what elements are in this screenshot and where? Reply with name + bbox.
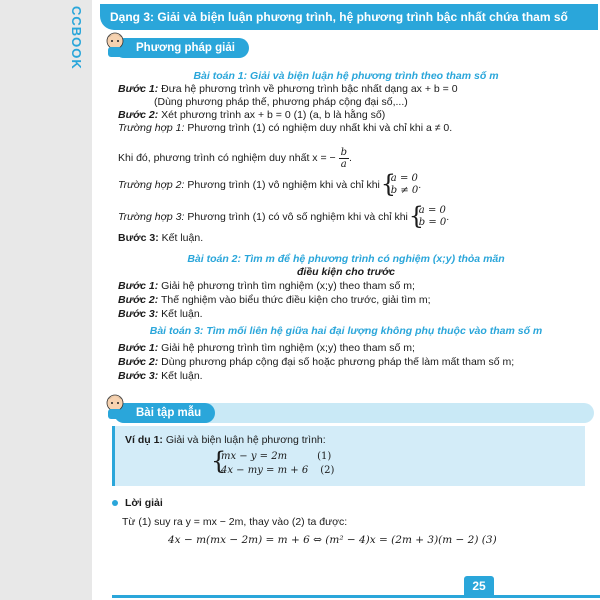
- case-label: Trường hợp 2:: [118, 179, 185, 191]
- example-label: Ví dụ 1:: [125, 434, 163, 446]
- system-line: [221, 464, 334, 478]
- system-line: { a = 0: [390, 173, 418, 185]
- fraction: [339, 147, 349, 170]
- step-label: Bước 2:: [118, 109, 159, 121]
- problem-1-case-2: Trường hợp 2: Phương trình (1) vô nghiệm khi và chỉ khi { a = 0 b ≠ 0 .: [118, 172, 421, 198]
- result-prefix: Khi đó, phương trình có nghiệm duy nhất x = −: [118, 152, 336, 164]
- equation-2-tag: (2): [320, 465, 335, 476]
- step-text: Giải hệ phương trình tìm nghiệm (x;y) theo tham số m;: [161, 342, 415, 354]
- book-spine: [0, 0, 92, 600]
- problem-3-title: Bài toán 3: Tìm mối liên hệ giữa hai đại lượng không phụ thuộc vào tham số m: [149, 325, 543, 337]
- step-label: Bước 3:: [118, 308, 159, 320]
- problem-1-case-1: [118, 122, 452, 135]
- step-text: Đưa hệ phương trình về phương trình bậc nhất dạng ax + b = 0: [161, 83, 458, 95]
- problem-3-step-2: [118, 356, 514, 369]
- condition-system: [411, 205, 447, 229]
- problem-1-step-1: [118, 83, 458, 96]
- case-text: Phương trình (1) có vô số nghiệm khi và chỉ khi: [187, 211, 408, 223]
- page-number: 25: [464, 576, 494, 596]
- case-label: Trường hợp 3:: [118, 211, 185, 223]
- problem-2-title-line-2: điều kiện cho trước: [297, 266, 395, 278]
- step-text: Xét phương trình ax + b = 0 (1) (a, b là hằng số): [161, 109, 386, 121]
- solution-heading: [112, 497, 163, 510]
- problem-1-step-2: [118, 109, 385, 122]
- example-1-system: [213, 450, 334, 478]
- equation-2: 4x − my = m + 6: [221, 465, 309, 476]
- spine-brand: CCBOOK: [69, 6, 84, 70]
- step-label: Bước 1:: [118, 83, 159, 95]
- problem-3-step-3: [118, 370, 203, 383]
- problem-2-step-2: [118, 294, 431, 307]
- example-box: [112, 426, 585, 486]
- solution-label: Lời giải: [125, 497, 163, 509]
- example-text: Giải và biện luận hệ phương trình:: [165, 434, 326, 446]
- problem-3-step-1: [118, 342, 415, 355]
- system-line: b ≠ 0: [390, 185, 419, 197]
- system-line: [221, 450, 334, 464]
- problem-2-title: [92, 253, 600, 266]
- case-label: Trường hợp 1:: [118, 122, 185, 134]
- problem-1-case-3: Trường hợp 3: Phương trình (1) có vô số nghiệm khi và chỉ khi { a = 0 b = 0 .: [118, 204, 449, 230]
- step-text: Dùng phương pháp cộng đại số hoặc phương pháp thế làm mất tham số m;: [161, 356, 515, 368]
- system-line: { a = 0: [418, 205, 446, 217]
- step-label: Bước 3:: [118, 232, 159, 244]
- problem-1-case-1-result: Khi đó, phương trình có nghiệm duy nhất x = − $\frac{b}{a}$ .: [118, 146, 352, 170]
- step-text: Kết luận.: [161, 370, 203, 382]
- problem-1-title: Bài toán 1: Giải và biện luận hệ phương trình theo tham số m: [193, 70, 499, 82]
- step-label: Bước 2:: [118, 356, 159, 368]
- bullet-icon: [112, 500, 118, 506]
- equation-1-tag: (1): [317, 451, 332, 462]
- step-text: Thế nghiệm vào biểu thức điều kiện cho trước, giải tìm m;: [160, 294, 431, 306]
- system-line: b = 0: [418, 217, 447, 229]
- fraction-denominator: a: [340, 158, 347, 170]
- condition-system: [383, 173, 419, 197]
- step-label: Bước 3:: [118, 370, 159, 382]
- solution-line-1: Từ (1) suy ra y = mx − 2m, thay vào (2) ta được:: [122, 516, 348, 528]
- student-mascot-icon: [100, 392, 130, 422]
- equation-1: mx − y = 2m: [221, 451, 288, 462]
- step-text: Kết luận.: [161, 232, 204, 244]
- section-examples-title: Bài tập mẫu: [114, 403, 215, 423]
- solution-line-2: 4x − m(mx − 2m) = m + 6 ⇔ (m² − 4)x = (2m + 3)(m − 2) (3): [168, 534, 497, 546]
- step-label: Bước 1:: [118, 280, 159, 292]
- page: [92, 0, 600, 600]
- problem-2-title-line-1: Bài toán 2: Tìm m để hệ phương trình có nghiệm (x;y) thỏa mãn: [187, 253, 505, 265]
- student-mascot-icon: [100, 30, 130, 60]
- case-text: Phương trình (1) vô nghiệm khi và chỉ khi: [187, 179, 380, 191]
- step-label: Bước 2:: [118, 294, 159, 306]
- fraction-numerator: b: [340, 146, 347, 158]
- case-text: Phương trình (1) có nghiệm duy nhất khi và chỉ khi a ≠ 0.: [187, 122, 453, 134]
- step-text: Giải hệ phương trình tìm nghiệm (x;y) theo tham số m;: [161, 280, 415, 292]
- page-title: Dạng 3: Giải và biện luận phương trình, hệ phương trình bậc nhất chứa tham số: [100, 4, 598, 30]
- problem-1-step-3: [118, 232, 203, 245]
- problem-2-step-1: [118, 280, 415, 293]
- problem-2-step-3: [118, 308, 203, 321]
- problem-1-step-1-note: (Dùng phương pháp thế, phương pháp cộng đại số,...): [154, 96, 408, 108]
- footer-rule: [112, 595, 600, 598]
- step-label: Bước 1:: [118, 342, 159, 354]
- step-text: Kết luận.: [161, 308, 203, 320]
- section-method-title: Phương pháp giải: [114, 38, 249, 58]
